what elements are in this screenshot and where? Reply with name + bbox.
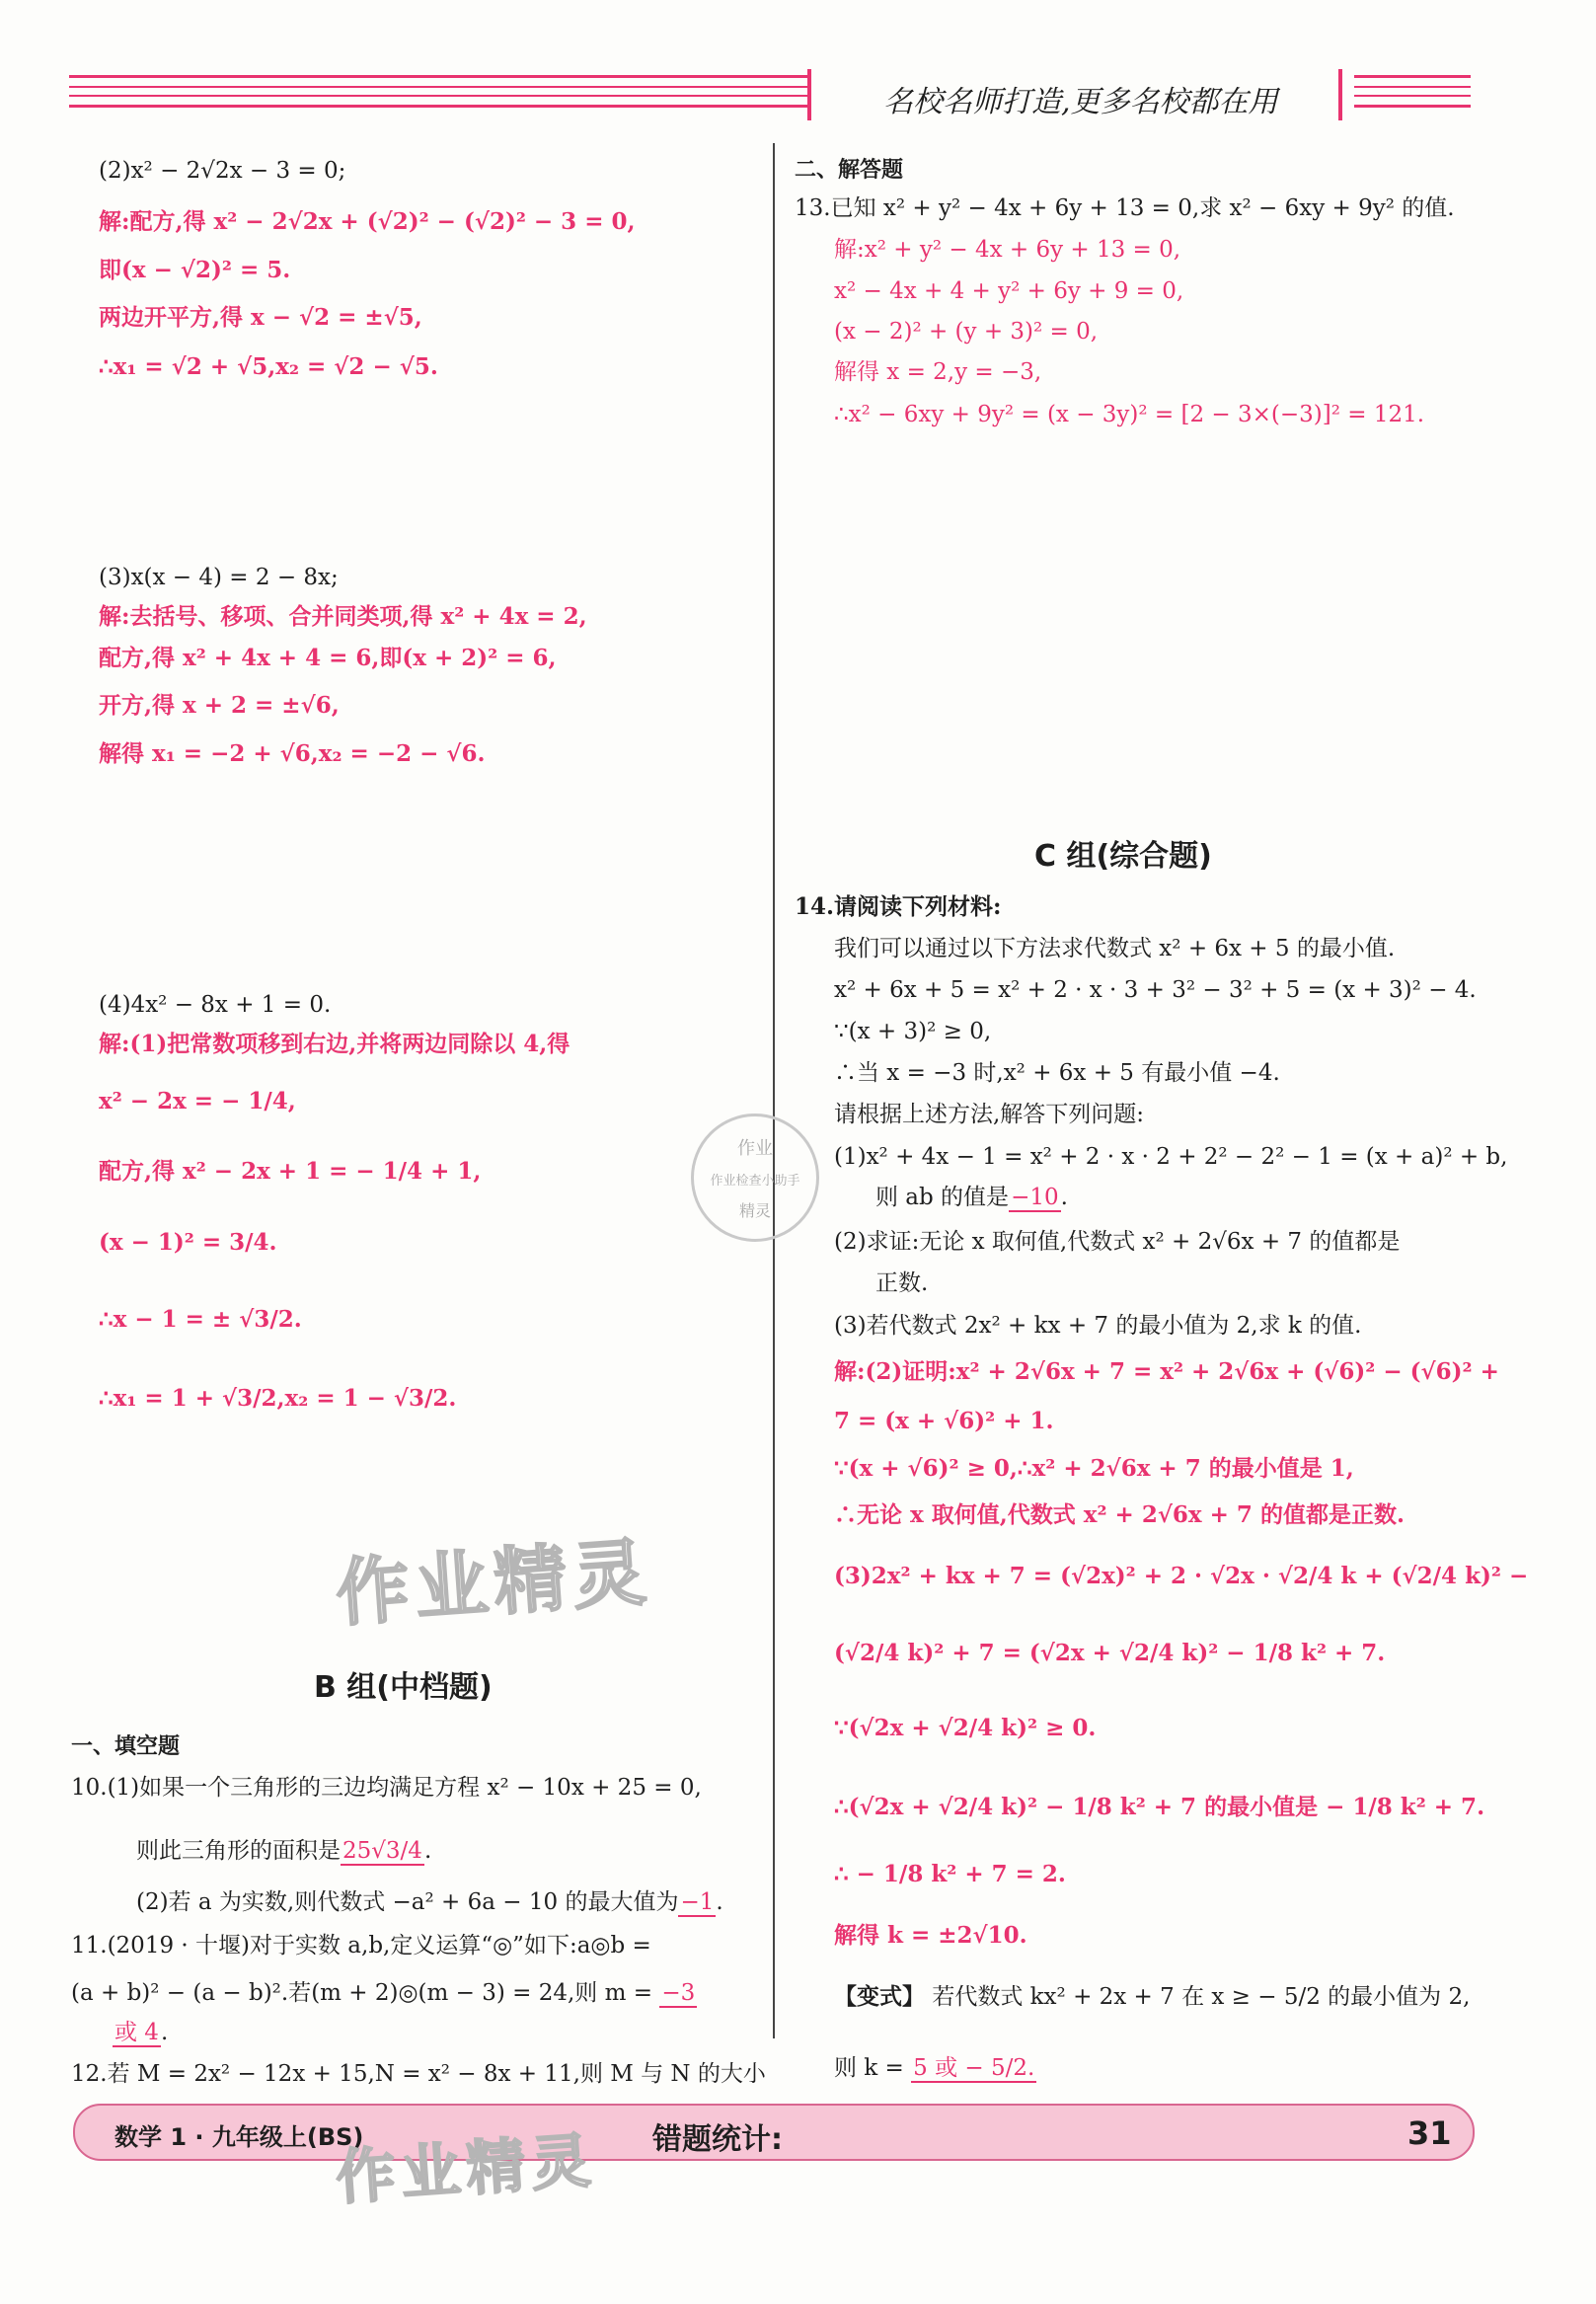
header-divider bbox=[807, 69, 811, 120]
q14-solution-step: ∴(√2x + √2/4 k)² − 1/8 k² + 7 的最小值是 − 1/8 k² + 7. bbox=[834, 1794, 1485, 1820]
variant-answer: 5 或 − 5/2. bbox=[913, 2055, 1035, 2081]
header-rule bbox=[1354, 86, 1471, 88]
q14-part3: (3)若代数式 2x² + kx + 7 的最小值为 2,求 k 的值. bbox=[834, 1313, 1362, 1339]
problem-2-question: (2)x² − 2√2x − 3 = 0; bbox=[99, 158, 346, 184]
q14-material: ∴当 x = −3 时,x² + 6x + 5 有最小值 −4. bbox=[834, 1060, 1280, 1086]
header-rule bbox=[69, 75, 807, 78]
q14-solution-step: 7 = (x + √6)² + 1. bbox=[834, 1408, 1054, 1434]
q13-step: 解:x² + y² − 4x + 6y + 13 = 0, bbox=[834, 237, 1181, 263]
problem-2-step: ∴x₁ = √2 + √5,x₂ = √2 − √5. bbox=[99, 353, 438, 380]
q14-material: 我们可以通过以下方法求代数式 x² + 6x + 5 的最小值. bbox=[834, 936, 1396, 961]
group-c-title: C 组(综合题) bbox=[1034, 839, 1212, 874]
header-rule bbox=[69, 86, 807, 88]
problem-4-question: (4)4x² − 8x + 1 = 0. bbox=[99, 992, 332, 1018]
q14-solution-step: (√2/4 k)² + 7 = (√2x + √2/4 k)² − 1/8 k² + 7. bbox=[834, 1640, 1386, 1666]
group-b-title: B 组(中档题) bbox=[314, 1670, 493, 1705]
q10-part2: (2)若 a 为实数,则代数式 −a² + 6a − 10 的最大值为−1. bbox=[136, 1889, 723, 1915]
problem-3-question: (3)x(x − 4) = 2 − 8x; bbox=[99, 565, 339, 590]
q14-part2-cont: 正数. bbox=[875, 1270, 929, 1296]
header-rule bbox=[69, 105, 807, 108]
stamp-bottom: 精灵 bbox=[738, 1201, 771, 1220]
q14-material: ∵(x + 3)² ≥ 0, bbox=[834, 1019, 992, 1044]
q10-part1: 10.(1)如果一个三角形的三边均满足方程 x² − 10x + 25 = 0, bbox=[71, 1775, 702, 1801]
q14-part1: (1)x² + 4x − 1 = x² + 2 · x · 2 + 2² − 2² − 1 = (x + a)² + b, bbox=[834, 1144, 1508, 1170]
q10-part1-answer-line: 则此三角形的面积是25√3/4. bbox=[136, 1838, 432, 1864]
q14-part2: (2)求证:无论 x 取何值,代数式 x² + 2√6x + 7 的值都是 bbox=[834, 1229, 1401, 1255]
q14-part1-prefix: 则 ab 的值是 bbox=[875, 1185, 1010, 1210]
q11-line3: 或 4. bbox=[114, 2020, 169, 2045]
header-divider bbox=[1338, 69, 1342, 120]
q11-line1: 11.(2019 · 十堰)对于实数 a,b,定义运算“◎”如下:a◎b = bbox=[71, 1933, 651, 1958]
q10-part1-answer: 25√3/4 bbox=[342, 1838, 422, 1864]
header-rule bbox=[69, 95, 807, 97]
page-number: 31 bbox=[1407, 2114, 1452, 2152]
q14-solution-step: 解:(2)证明:x² + 2√6x + 7 = x² + 2√6x + (√6)² − (√6)² + bbox=[834, 1358, 1499, 1385]
solution-section-heading: 二、解答题 bbox=[795, 158, 904, 183]
problem-3-step: 配方,得 x² + 4x + 4 = 6,即(x + 2)² = 6, bbox=[99, 645, 557, 671]
stamp-top: 作业 bbox=[737, 1138, 773, 1159]
variant-prefix: 则 k = bbox=[834, 2055, 904, 2081]
problem-4-step: ∴x − 1 = ± √3/2. bbox=[99, 1306, 302, 1333]
problem-4-step: (x − 1)² = 3/4. bbox=[99, 1229, 277, 1256]
variant-label: 【变式】 bbox=[834, 1983, 925, 2010]
header-rule bbox=[1354, 95, 1471, 97]
q14-solution-step: ∵(√2x + √2/4 k)² ≥ 0. bbox=[834, 1715, 1097, 1741]
q13-question: 13.已知 x² + y² − 4x + 6y + 13 = 0,求 x² − 6xy + 9y² 的值. bbox=[795, 195, 1455, 221]
q13-step: (x − 2)² + (y + 3)² = 0, bbox=[834, 319, 1099, 345]
q13-step: x² − 4x + 4 + y² + 6y + 9 = 0, bbox=[834, 278, 1184, 304]
q10-part2-prefix: (2)若 a 为实数,则代数式 −a² + 6a − 10 的最大值为 bbox=[136, 1889, 679, 1915]
column-divider bbox=[773, 143, 775, 2038]
q10-part2-answer: −1 bbox=[680, 1889, 715, 1915]
problem-4-step: ∴x₁ = 1 + √3/2,x₂ = 1 − √3/2. bbox=[99, 1385, 457, 1412]
q11-answer-continued: 或 4 bbox=[114, 2020, 159, 2045]
q11-prefix: (a + b)² − (a − b)².若(m + 2)◎(m − 3) = 24,则 m = bbox=[71, 1980, 653, 2006]
fill-in-section-heading: 一、填空题 bbox=[71, 1734, 181, 1759]
problem-2-step: 解:配方,得 x² − 2√2x + (√2)² − (√2)² − 3 = 0, bbox=[99, 208, 636, 235]
problem-2-step: 两边开平方,得 x − √2 = ±√5, bbox=[99, 304, 422, 331]
variant-text: 若代数式 kx² + 2x + 7 在 x ≥ − 5/2 的最小值为 2, bbox=[932, 1984, 1471, 2010]
q14-material: 请根据上述方法,解答下列问题: bbox=[834, 1102, 1145, 1127]
problem-3-step: 解得 x₁ = −2 + √6,x₂ = −2 − √6. bbox=[99, 740, 486, 767]
homework-helper-stamp bbox=[691, 1114, 819, 1242]
q14-part1-answer-line: 则 ab 的值是−10. bbox=[875, 1185, 1068, 1210]
footer-error-stats: 错题统计: bbox=[652, 2122, 783, 2157]
q14-solution-step: 解得 k = ±2√10. bbox=[834, 1922, 1027, 1949]
problem-4-step: x² − 2x = − 1/4, bbox=[99, 1088, 296, 1114]
stamp-middle: 作业检查小助手 bbox=[710, 1174, 800, 1189]
q13-step: 解得 x = 2,y = −3, bbox=[834, 359, 1042, 385]
q14-solution-step: (3)2x² + kx + 7 = (√2x)² + 2 · √2x · √2/4 k + (√2/4 k)² − bbox=[834, 1563, 1529, 1589]
problem-4-step: 解:(1)把常数项移到右边,并将两边同除以 4,得 bbox=[99, 1031, 570, 1057]
footer-subject: 数学 1 · 九年级上(BS) bbox=[114, 2123, 364, 2151]
problem-3-step: 开方,得 x + 2 = ±√6, bbox=[99, 692, 340, 719]
problem-3-step: 解:去括号、移项、合并同类项,得 x² + 4x = 2, bbox=[99, 603, 587, 630]
header-rule bbox=[1354, 75, 1471, 78]
header-slogan: 名校名师打造,更多名校都在用 bbox=[883, 85, 1278, 119]
q14-intro: 14.请阅读下列材料: bbox=[795, 893, 1002, 920]
watermark: 作业精灵 bbox=[333, 1529, 655, 1638]
q14-solution-step: ∵(x + √6)² ≥ 0,∴x² + 2√6x + 7 的最小值是 1, bbox=[834, 1455, 1354, 1482]
q11-line2 bbox=[71, 1978, 697, 2008]
q11-answer: −3 bbox=[661, 1980, 696, 2006]
variant-answer-line bbox=[834, 2053, 1036, 2083]
header-rule bbox=[1354, 105, 1471, 108]
problem-4-step: 配方,得 x² − 2x + 1 = − 1/4 + 1, bbox=[99, 1158, 482, 1185]
q13-step: ∴x² − 6xy + 9y² = (x − 3y)² = [2 − 3×(−3)]² = 121. bbox=[834, 402, 1425, 427]
q10-part1-prefix: 则此三角形的面积是 bbox=[136, 1838, 341, 1864]
watermark: 作业精灵 bbox=[334, 2125, 599, 2214]
q14-material: x² + 6x + 5 = x² + 2 · x · 3 + 3² − 3² + 5 = (x + 3)² − 4. bbox=[834, 977, 1477, 1003]
footer-bar bbox=[73, 2104, 1475, 2161]
q14-solution-step: ∴ − 1/8 k² + 7 = 2. bbox=[834, 1861, 1066, 1887]
q14-solution-step: ∴无论 x 取何值,代数式 x² + 2√6x + 7 的值都是正数. bbox=[834, 1501, 1405, 1528]
variant-question bbox=[834, 1982, 1470, 2012]
problem-2-step: 即(x − √2)² = 5. bbox=[99, 257, 291, 283]
q14-part1-answer: −10 bbox=[1011, 1185, 1059, 1210]
q12-line1: 12.若 M = 2x² − 12x + 15,N = x² − 8x + 11,则 M 与 N 的大小 bbox=[71, 2061, 766, 2087]
